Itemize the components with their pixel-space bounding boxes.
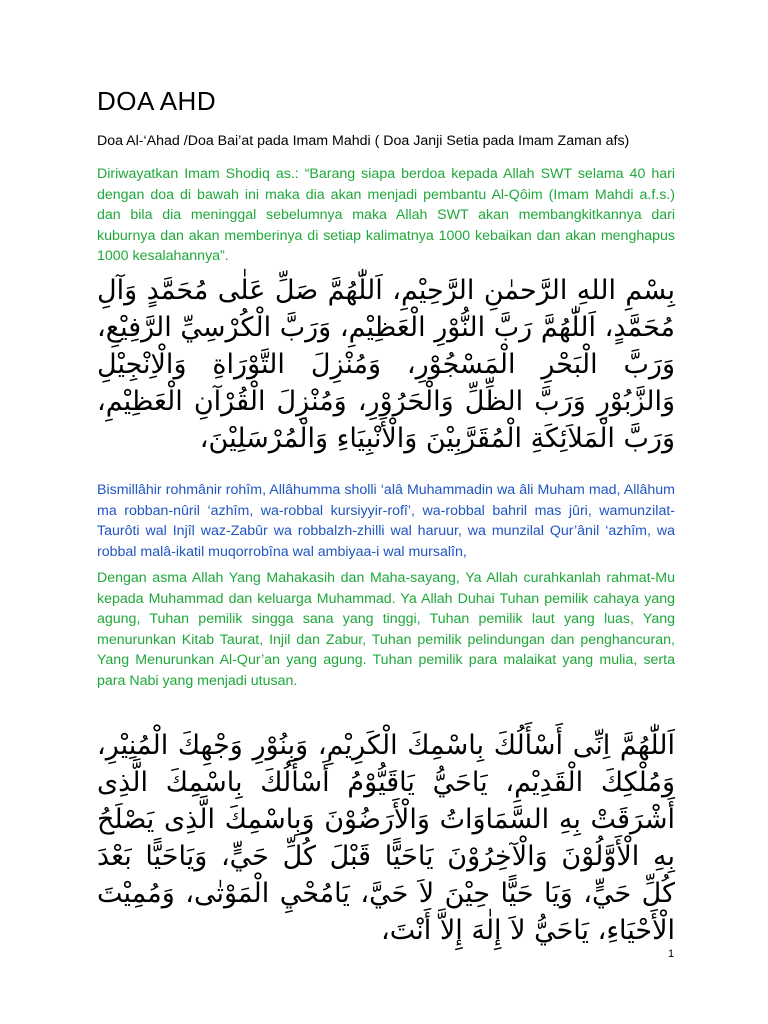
intro-paragraph: Diriwayatkan Imam Shodiq as.: “Barang siapa berdoa kepada Allah SWT selama 40 hari dengan doa di bawah ini maka dia akan menjadi pembantu Al-Qôim (Imam Mahdi a.f.s.) dan bila dia meninggal sebelumnya maka Allah SWT akan membangkitkannya dari kuburnya dan akan memberinya di setiap kalimatnya 1000 kebaikan dan akan menghapus 1000 kesalahannya”.	[97, 166, 675, 264]
arabic-text-block-2: اَللّٰهُمَّ اِنِّى أَسْأَلُكَ بِاسْمِكَ الْكَرِيْمِ، وَبِنُوْرِ وَجْهِكَ الْمُنِيْرِ، وَمُلْكِكَ الْقَدِيْمِ، يَاحَيُّ يَاقَيُّوْمُ أَسْأَلُكَ بِاسْمِكَ الَّذِى أَشْرَقَتْ بِهِ السَّمَاوَاتُ وَالْأَرَضُوْنَ وَبِاسْمِكَ الَّذِى يَصْلَحُ بِهِ الْأَوَّلُوْنَ وَالْآخِرُوْنَ يَاحَيًّا قَبْلَ كُلِّ حَيٍّ، وَيَاحَيًّا بَعْدَ كُلِّ حَيٍّ، وَيَا حَيًّا حِيْنَ لاَ حَيَّ، يَامُحْيِ الْمَوْتٰى، وَمُمِيْتَ الْأَحْيَاءِ، يَاحَيُّ لاَ إِلٰهَ إِلاَّ أَنْتَ،	[97, 730, 675, 946]
arabic-text-block-1: بِسْمِ اللهِ الرَّحمٰنِ الرَّحِيْمِ، اَللّٰهُمَّ صَلِّ عَلٰى مُحَمَّدٍ وَآلِ مُحَمَّدٍ، اَللّٰهُمَّ رَبَّ النُّوْرِ الْعَظِيْمِ، وَرَبَّ الْكُرْسِيِّ الرَّفِيْعِ، وَرَبَّ الْبَحْرِ الْمَسْجُوْرِ، وَمُنْزِلَ التَّوْرَاةِ وَالْاِنْجِيْلِ وَالزَّبُوْرِ وَرَبَّ الظِّلِّ وَالْحَرُوْرِ، وَمُنْزِلَ الْقُرْآنِ الْعَظِيْمِ، وَرَبَّ الْمَلاَئِكَةِ الْمُقَرَّبِيْنَ وَالْأَنْبِيَاءِ وَالْمُرْسَلِيْنَ،	[97, 275, 675, 454]
transliteration-paragraph: Bismillâhir rohmânir rohîm, Allâhumma sholli ‘alâ Muhammadin wa âli Muham mad, Allâhum ma robban-nûril ‘azhîm, wa-robbal kursiyyir-rofî’, wa-robbal bahril mas jûri, wamunzilat-Taurôti wal Injîl waz-Zabûr wa robbalzh-zhilli wal haruur, wa munzilal Qur’ânil ‘azhîm, wa robbal malâ-ikatil muqorrobîna wal ambiyaa-i wal mursalîn,	[97, 482, 675, 560]
document-title: DOA AHD	[97, 86, 217, 116]
document-subtitle: Doa Al-‘Ahad /Doa Bai’at pada Imam Mahdi ( Doa Janji Setia pada Imam Zaman afs)	[97, 133, 630, 149]
translation-paragraph: Dengan asma Allah Yang Mahakasih dan Maha-sayang, Ya Allah curahkanlah rahmat-Mu kepada Muhammad dan keluarga Muhammad. Ya Allah Duhai Tuhan pemilik cahaya yang agung, Tuhan pemilik singga sana yang tinggi, Tuhan pemilik laut yang luas, Yang menurunkan Kitab Taurat, Injil dan Zabur, Tuhan pemilik pelindungan dan penghancuran, Yang Menurunkan Al-Qur’an yang agung. Tuhan pemilik para malaikat yang mulia, serta para Nabi yang menjadi utusan.	[97, 570, 675, 689]
page-number: 1	[668, 948, 675, 960]
